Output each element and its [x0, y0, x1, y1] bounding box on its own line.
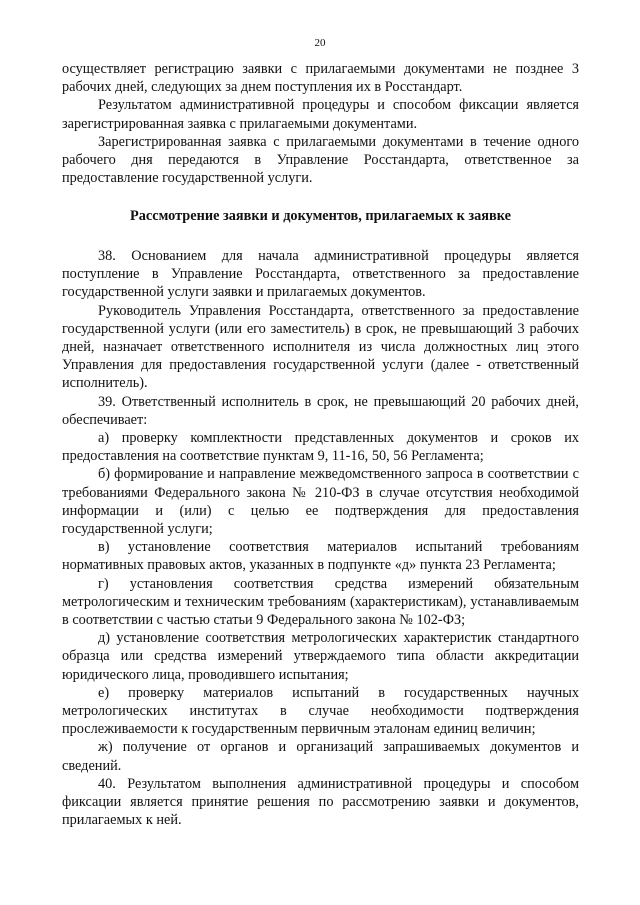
paragraph: Зарегистрированная заявка с прилагаемыми документами в течение одного рабочего дня передаются в Управление Росстандарта, ответственное за предоставление государственной услуги.	[62, 133, 579, 187]
intro-section	[62, 60, 579, 187]
page-number: 20	[314, 37, 326, 49]
paragraph-40: 40. Результатом выполнения административной процедуры и способом фиксации является принятие решения по рассмотрению заявки и документов, прилагаемых к ней.	[62, 775, 579, 829]
paragraph: Результатом административной процедуры и способом фиксации является зарегистрированная заявка с прилагаемыми документами.	[62, 97, 579, 132]
list-item-b: б) формирование и направление межведомственного запроса в соответствии с требованиями Федерального закона № 210-ФЗ в случае отсутствия необходимой информации и (или) с целью ее подтверждения для предоставления государственной услуги;	[62, 466, 579, 538]
paragraph-38: 38. Основанием для начала административной процедуры является поступление в Управление Росстандарта, ответственного за предоставление государственной услуги заявки и прилагаемых документов.	[62, 248, 579, 301]
list-item-a: а) проверку комплектности представленных документов и сроков их предоставления на соответствие пунктам 9, 11-16, 50, 56 Регламента;	[62, 430, 579, 465]
list-item-zh: ж) получение от органов и организаций запрашиваемых документов и сведений.	[62, 739, 579, 774]
section-heading: Рассмотрение заявки и документов, прилагаемых к заявке	[130, 208, 511, 224]
paragraph: осуществляет регистрацию заявки с прилагаемыми документами не позднее 3 рабочих дней, следующих за днем поступления их в Росстандарт.	[62, 61, 579, 96]
list-item-e: е) проверку материалов испытаний в государственных научных метрологических институтах в случае необходимости подтверждения прослеживаемости к государственным первичным эталонам единиц величин;	[62, 684, 579, 738]
paragraph-39: 39. Ответственный исполнитель в срок, не превышающий 20 рабочих дней, обеспечивает:	[62, 393, 579, 428]
list-item-g: г) установления соответствия средства измерений обязательным метрологическим и техническим требованиям (характеристикам), устанавливаемым в соответствии с частью статьи 9 Федерального закона № 102-ФЗ;	[62, 575, 579, 629]
paragraph: Руководитель Управления Росстандарта, ответственного за предоставление государственной услуги (или его заместитель) в срок, не превышающий 3 рабочих дней, назначает ответственного исполнителя из числа должностных лиц этого Управления для предоставления государственной услуги (далее - ответственный исполнитель).	[62, 302, 579, 392]
list-item-v: в) установление соответствия материалов испытаний требованиям нормативных правовых актов, указанных в подпункте «д» пункта 23 Регламента;	[62, 539, 579, 574]
list-item-d: д) установление соответствия метрологических характеристик стандартного образца или средства измерений утверждаемого типа области аккредитации юридического лица, проводившего испытания;	[62, 630, 579, 683]
body-section	[62, 247, 579, 830]
